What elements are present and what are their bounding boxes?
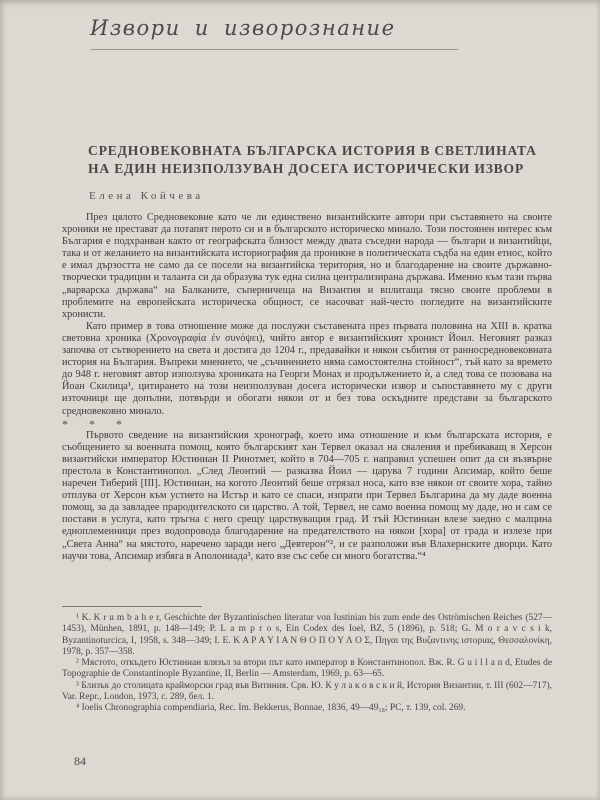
footnotes-section	[62, 606, 552, 715]
footnote-4: ⁴ Ioelis Chronographia compendiaria, Rec. Im. Bekkerus, Bonnae, 1836, 49—49₁₈; PC, т. 139, col. 269.	[76, 703, 466, 714]
article-title-line2: НА ЕДИН НЕИЗПОЛЗУВАН ДОСЕГА ИСТОРИЧЕСКИ ИЗВОР	[88, 160, 525, 176]
article-title	[88, 142, 554, 177]
paragraph-3: Първото сведение на византийския хронограф, което има отношение и към българската история, е съобщението за военната помощ, която българският хан Тервел оказал на сваления и пребиваващ в Херсон византийски император Юстиниан II Ринотмет, който в 704—705 г. направил успешен опит да си възвърне престола в Константинопол. „След Леонтий — разказва Йоил — царува 7 години Апсимар, който беше наречен Тиберий [III]. Юстиниан, на когото Леонтий беше отрязал носа, като взе някои от своите хора, тайно отплува от Херсон към устието на Истър и като се спаси, изпрати при Тервел Българина да му даде военна помощ, за да завладее прародителското си царство. А той, Тервел, не само военна помощ му даде, но и сам се постави в услуга, като тръгна с него срещу царствуващия град. И тъй Юстиниан влезе заедно с малцина едноплеменници през водопровода благодарение на предателството на някои [хора] от града и излезе при „Света Анна“ на мястото, наречено заради него „Девтерон“², и се разположи във Влахернските дворци. Като научи това, Апсимар избяга в Аполониада³, като взе със себе си много богатства.“⁴	[62, 429, 552, 562]
article-body	[62, 212, 552, 610]
footnote-divider	[62, 606, 202, 607]
running-head-rule	[91, 49, 458, 50]
article-title-line1: СРЕДНОВЕКОВНАТА БЪЛГАРСКА ИСТОРИЯ В СВЕТЛИНАТА	[88, 143, 537, 158]
article-author: Елена Койчева	[89, 190, 204, 202]
paragraph-2: Като пример в това отношение може да послужи съставената през първата половина на XIII в. кратка световна хроника (Χρονογραφία ἐν συνόψει), чийто автор е византийският хронист Йоил. Неговият разказ започва от сътворението на света и достига до 1204 г., предавайки и някои събития от ранносредновековната история на България. Въпреки мнението, че „съчинението няма самостоятелна стойност“, тъй като за времето до 948 г. неговият автор използува хрониката на Георги Монах и продължението ѝ, а след това се позовава на Йоан Скилица¹, цитирането на този неизползуван досега исторически извор и съпоставянето му с други източници ще допълни, потвърди и обогати някои от и без това оскъдните представи за българското средновековно минало.	[62, 320, 552, 417]
footnote-3: ³ Близък до столицата крайморски град във Витиния. Срв. Ю. К у л а к о в с к и й, История Византии, т. III (602—717), Var. Repr., London, 1973, с. 289, бел. 1.	[62, 680, 552, 703]
footnote-1: ¹ K. K r u m b a h e r, Geschichte der Byzantinischen literatur von Iustinian bis zum ende des Oströmischen Reiches (527—1453), Münhen, 1891, p. 148—149; P. L a m p r o s, Ein Codex des Ioel, BZ, 5 (1896), p. 518; G. M o r a v c s i k, Byzantinoturcica, I, 1958, s. 348—349; I. E. Κ Α Ρ Α Υ Ι Α Ν Θ Ο Π Ο Υ Λ Ο Σ, Πηγαι της Βυζαντινης ιστοριας, Θεσσαλονίκη, 1978, p. 357—358.	[62, 613, 552, 657]
paragraph-1: През цялото Средновековие като че ли единствено византийските автори при съставянето на своите хроники не престават да потапят перото си и в българското историческо минало. Този постоянен интерес към България е подхранван както от географската близост между двата съседни народа — българи и византийци, така и от желанието на византийската историография да проникне в политическата съдба на един етнос, който е имал дързостта не само да се посели на византийска територия, но и благодарение на своите държавно-творчески традиции и таланта си да образува тук една силна централизирана държава. Именно към тази първа „варварска държава“ на Балканите, съперничеща на Византия и вплитаща тясно своите проблеми в проблемите на европейската историческа общност, се насочват най-често погледите на византийските хронисти.	[62, 212, 552, 320]
page-number: 84	[74, 754, 86, 768]
running-head: Извори и изворознание	[90, 16, 396, 40]
section-separator: * * *	[62, 416, 131, 431]
footnote-2: ² Мястото, откъдето Юстиниан влязъл за втори път като император в Константинопол. Вж. R. G u i l l a n d, Etudes de Topographie de Constantinople Byzantine, II, Berlin — Amsterdam, 1969, p. 63—65.	[62, 658, 552, 680]
